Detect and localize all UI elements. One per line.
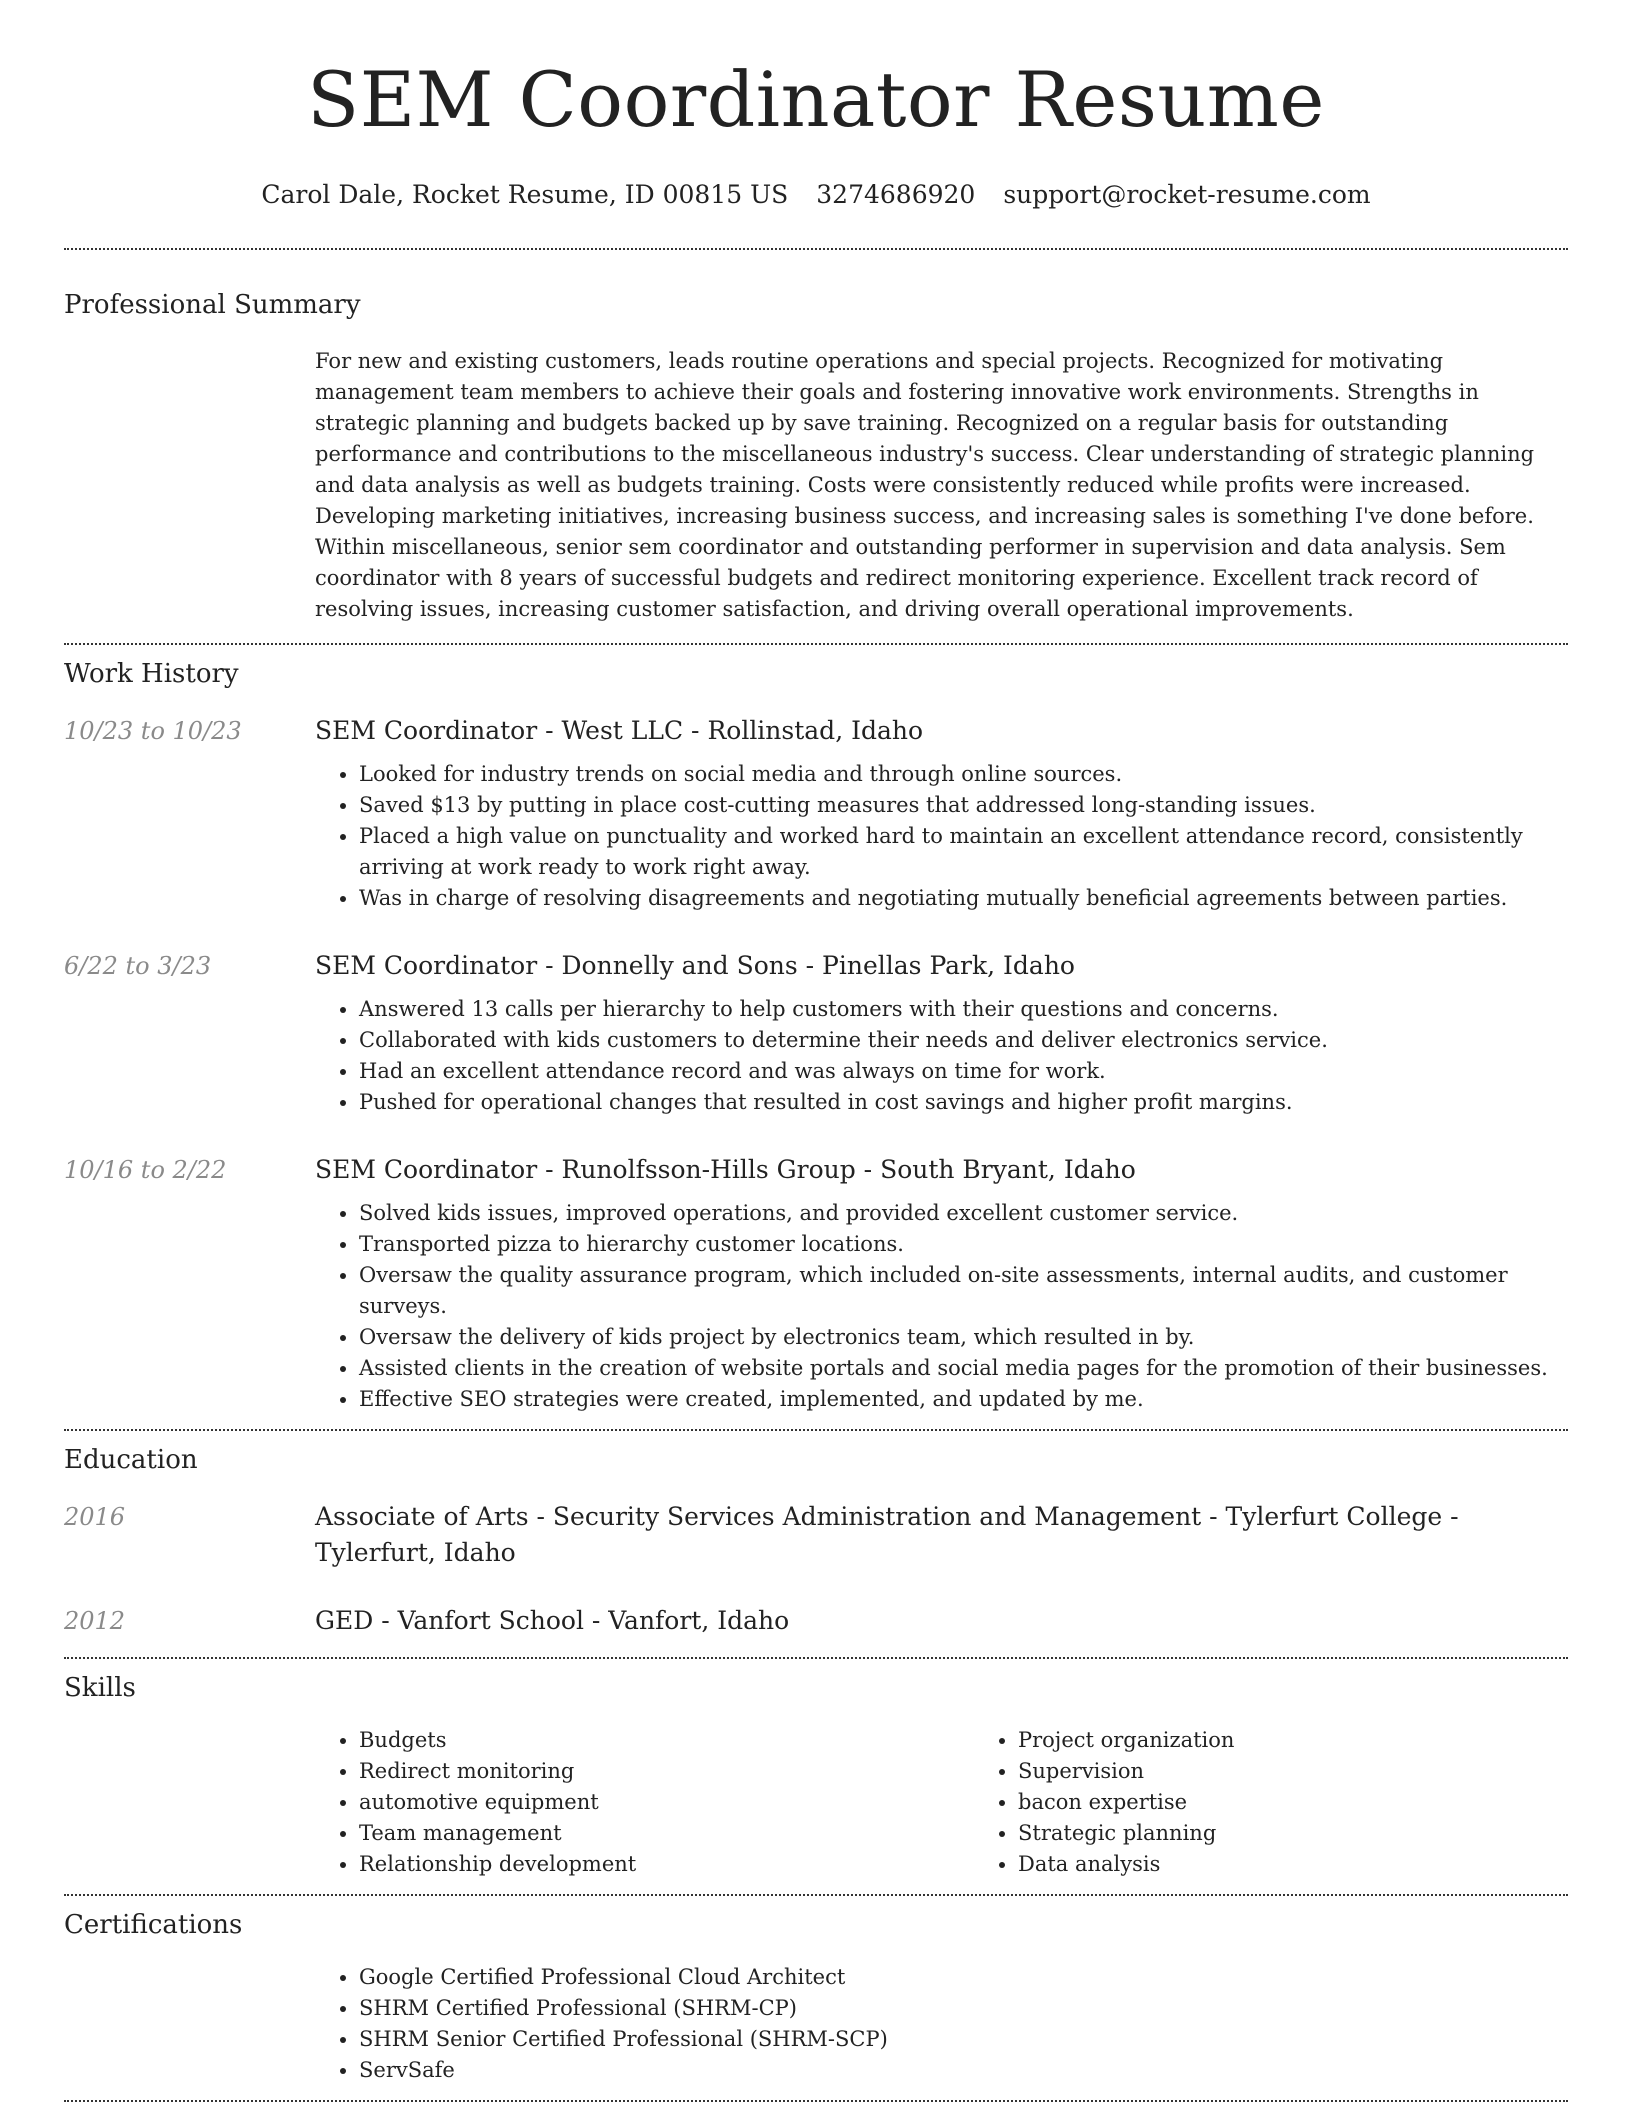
list-item: • Redirect monitoring: [359, 1756, 974, 1787]
job-entry: [64, 948, 1568, 1118]
list-item: • Team management: [359, 1818, 974, 1849]
list-item: • Answered 13 calls per hierarchy to help customers with their questions and concerns.: [359, 994, 1568, 1025]
list-item: • SHRM Senior Certified Professional (SHRM-SCP): [359, 2024, 1568, 2055]
education-heading: Education: [64, 1445, 198, 1475]
work-section: [64, 645, 1568, 1415]
skills-column-left: [315, 1725, 974, 1880]
list-item: • Placed a high value on punctuality and worked hard to maintain an excellent attendance record, consistently arriving at work ready to work right away.: [359, 821, 1568, 883]
list-item: • Google Certified Professional Cloud Architect: [359, 1962, 1568, 1993]
job-title: SEM Coordinator - Donnelly and Sons - Pinellas Park, Idaho: [315, 951, 1075, 980]
education-entry: [64, 1603, 1568, 1639]
summary-text: For new and existing customers, leads routine operations and special projects. Recognized for motivating management team members to achieve their goals and fostering innovative work environments. Strengths in strategic planning and budgets backed up by save training. Recognized on a regular basis for outstanding performance and contributions to the miscellaneous industry's success. Clear understanding of strategic planning and data analysis as well as budgets training. Costs were consistently reduced while profits were increased. Developing marketing initiatives, increasing business success, and increasing sales is something I've done before. Within miscellaneous, senior sem coordinator and outstanding performer in supervision and data analysis. Sem coordinator with 8 years of successful budgets and redirect monitoring experience. Excellent track record of resolving issues, increasing customer satisfaction, and driving overall operational improvements.: [315, 349, 1535, 621]
list-item: • Transported pizza to hierarchy customer locations.: [359, 1229, 1568, 1260]
job-bullets: [315, 1198, 1568, 1415]
divider: [64, 2100, 1568, 2102]
certifications-heading: Certifications: [64, 1910, 243, 1940]
skills-heading: Skills: [64, 1673, 136, 1703]
skills-column-right: [974, 1725, 1632, 1880]
job-dates: 6/22 to 3/23: [64, 952, 212, 980]
list-item: • Collaborated with kids customers to determine their needs and deliver electronics service.: [359, 1025, 1568, 1056]
education-year: 2012: [64, 1607, 126, 1635]
education-year: 2016: [64, 1503, 126, 1531]
list-item: • Effective SEO strategies were created, implemented, and updated by me.: [359, 1384, 1568, 1415]
job-bullets: [315, 994, 1568, 1118]
list-item: • ServSafe: [359, 2055, 1568, 2086]
list-item: • Solved kids issues, improved operations, and provided excellent customer service.: [359, 1198, 1568, 1229]
skills-section: [64, 1659, 1568, 1880]
skills-list: [315, 1725, 1632, 1880]
contact-address: Carol Dale, Rocket Resume, ID 00815 US: [261, 180, 789, 209]
list-item: • Assisted clients in the creation of website portals and social media pages for the promotion of their businesses.: [359, 1353, 1568, 1384]
job-title: SEM Coordinator - Runolfsson-Hills Group - South Bryant, Idaho: [315, 1155, 1136, 1184]
list-item: • Data analysis: [1018, 1849, 1632, 1880]
job-entry: [64, 1152, 1568, 1415]
summary-section: [64, 250, 1568, 625]
job-title: SEM Coordinator - West LLC - Rollinstad, Idaho: [315, 716, 924, 745]
list-item: • Oversaw the delivery of kids project by electronics team, which resulted in by.: [359, 1322, 1568, 1353]
education-entry: [64, 1499, 1568, 1571]
list-item: • Looked for industry trends on social media and through online sources.: [359, 759, 1568, 790]
contact-email: support@rocket-resume.com: [1003, 180, 1371, 209]
list-item: • automotive equipment: [359, 1787, 974, 1818]
list-item: • Pushed for operational changes that resulted in cost savings and higher profit margins.: [359, 1087, 1568, 1118]
list-item: • Was in charge of resolving disagreements and negotiating mutually beneficial agreements between parties.: [359, 883, 1568, 914]
job-bullets: [315, 759, 1568, 914]
list-item: • Project organization: [1018, 1725, 1632, 1756]
list-item: • Saved $13 by putting in place cost-cutting measures that addressed long-standing issues.: [359, 790, 1568, 821]
list-item: • bacon expertise: [1018, 1787, 1632, 1818]
certifications-section: [64, 1896, 1568, 2086]
contact-line: [64, 178, 1568, 212]
summary-heading: Professional Summary: [64, 290, 361, 320]
list-item: • Had an excellent attendance record and was always on time for work.: [359, 1056, 1568, 1087]
education-section: [64, 1431, 1568, 1639]
contact-phone: 3274686920: [816, 180, 976, 209]
work-heading: Work History: [64, 659, 239, 689]
list-item: • Oversaw the quality assurance program, which included on-site assessments, internal audits, and customer surveys.: [359, 1260, 1568, 1322]
job-dates: 10/16 to 2/22: [64, 1156, 227, 1184]
job-entry: [64, 713, 1568, 914]
education-text: Associate of Arts - Security Services Administration and Management - Tylerfurt College - Tylerfurt, Idaho: [315, 1502, 1459, 1567]
list-item: • Supervision: [1018, 1756, 1632, 1787]
list-item: • Relationship development: [359, 1849, 974, 1880]
list-item: • Budgets: [359, 1725, 974, 1756]
list-item: • Strategic planning: [1018, 1818, 1632, 1849]
certifications-list: [315, 1962, 1568, 2086]
list-item: • SHRM Certified Professional (SHRM-CP): [359, 1993, 1568, 2024]
resume-title: SEM Coordinator Resume: [307, 55, 1325, 144]
job-dates: 10/23 to 10/23: [64, 717, 242, 745]
education-text: GED - Vanfort School - Vanfort, Idaho: [315, 1606, 790, 1635]
